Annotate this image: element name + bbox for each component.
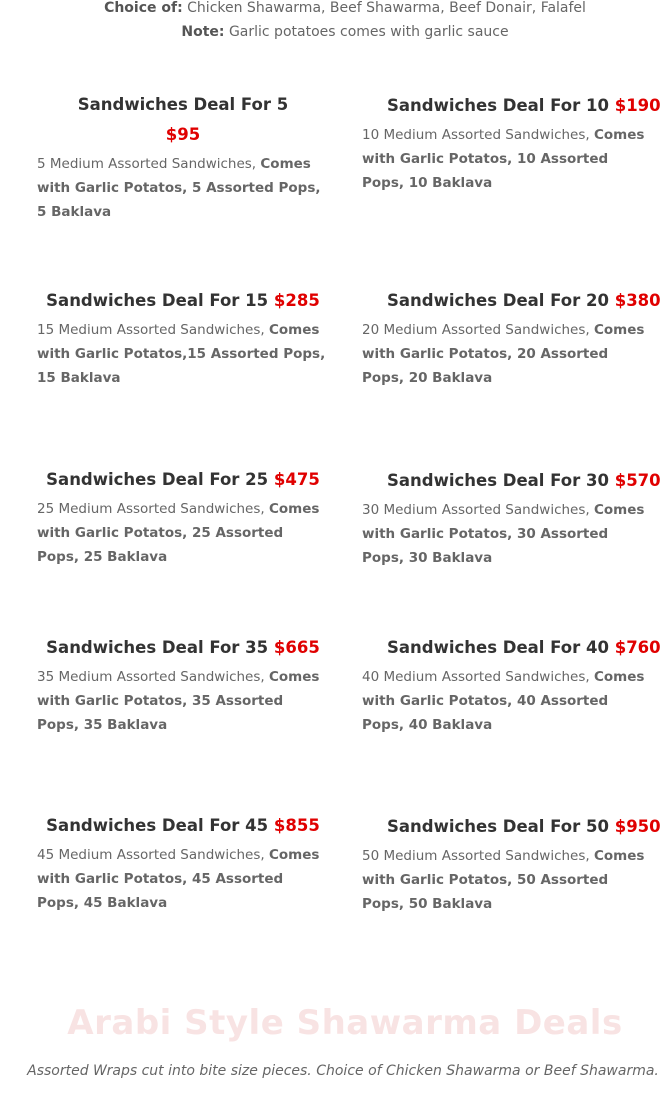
deal-price: $380 xyxy=(614,291,661,310)
deal-title: Sandwiches Deal For 25 $475 xyxy=(46,470,320,489)
deal-description: 35 Medium Assorted Sandwiches, Comes with Garlic Potatos, 35 Assorted Pops, 35 Baklava xyxy=(37,669,320,733)
deal-price: $285 xyxy=(273,291,320,310)
deal-card xyxy=(37,465,329,569)
deal-description: 40 Medium Assorted Sandwiches, Comes with Garlic Potatos, 40 Assorted Pops, 40 Baklava xyxy=(362,669,645,733)
deal-price: $190 xyxy=(614,96,661,115)
deal-description: 45 Medium Assorted Sandwiches, Comes with Garlic Potatos, 45 Assorted Pops, 45 Baklava xyxy=(37,847,320,911)
deal-title: Sandwiches Deal For 15 $285 xyxy=(46,291,320,310)
choice-text: Chicken Shawarma, Beef Shawarma, Beef Donair, Falafel xyxy=(182,0,586,16)
deal-description: 30 Medium Assorted Sandwiches, Comes with Garlic Potatos, 30 Assorted Pops, 30 Baklava xyxy=(362,502,645,566)
deal-price: $760 xyxy=(614,638,661,657)
deal-card xyxy=(362,633,661,737)
deal-title: Sandwiches Deal For 30 $570 xyxy=(387,471,661,490)
deal-card xyxy=(362,466,661,570)
deal-card xyxy=(362,812,661,916)
note-label: Note: xyxy=(181,24,225,40)
deal-card xyxy=(37,811,329,915)
section-subtitle: Assorted Wraps cut into bite size pieces. Choice of Chicken Shawarma or Beef Shawarma. xyxy=(27,1063,659,1079)
deal-price: $950 xyxy=(614,817,661,836)
deal-card xyxy=(362,91,661,195)
deal-title: Sandwiches Deal For 5 xyxy=(77,95,289,114)
deal-price: $855 xyxy=(273,816,320,835)
deal-card xyxy=(37,90,329,224)
deal-description: 5 Medium Assorted Sandwiches, Comes with Garlic Potatos, 5 Assorted Pops, 5 Baklava xyxy=(37,156,321,220)
deal-description: 25 Medium Assorted Sandwiches, Comes with Garlic Potatos, 25 Assorted Pops, 25 Baklava xyxy=(37,501,320,565)
deal-description: 50 Medium Assorted Sandwiches, Comes with Garlic Potatos, 50 Assorted Pops, 50 Baklava xyxy=(362,848,645,912)
deal-description: 10 Medium Assorted Sandwiches, Comes with Garlic Potatos, 10 Assorted Pops, 10 Baklava xyxy=(362,127,645,191)
deal-price: $475 xyxy=(273,470,320,489)
deal-description: 20 Medium Assorted Sandwiches, Comes with Garlic Potatos, 20 Assorted Pops, 20 Baklava xyxy=(362,322,645,386)
deal-price: $665 xyxy=(273,638,320,657)
intro-choice xyxy=(0,0,670,20)
deal-title: Sandwiches Deal For 50 $950 xyxy=(387,817,661,836)
deal-title: Sandwiches Deal For 35 $665 xyxy=(46,638,320,657)
deal-title: Sandwiches Deal For 20 $380 xyxy=(387,291,661,310)
choice-label: Choice of: xyxy=(104,0,183,16)
deal-price: $95 xyxy=(165,125,201,144)
note-text: Garlic potatoes comes with garlic sauce xyxy=(224,24,509,40)
deal-price: $570 xyxy=(614,471,661,490)
deal-card xyxy=(362,286,661,390)
intro-note xyxy=(0,20,670,44)
deal-description: 15 Medium Assorted Sandwiches, Comes with Garlic Potatos,15 Assorted Pops, 15 Baklava xyxy=(37,322,326,386)
deal-card xyxy=(37,286,329,390)
deal-card xyxy=(37,633,329,737)
deal-title: Sandwiches Deal For 40 $760 xyxy=(387,638,661,657)
deal-title: Sandwiches Deal For 10 $190 xyxy=(387,96,661,115)
deal-title: Sandwiches Deal For 45 $855 xyxy=(46,816,320,835)
section-title: Arabi Style Shawarma Deals xyxy=(67,1003,623,1043)
